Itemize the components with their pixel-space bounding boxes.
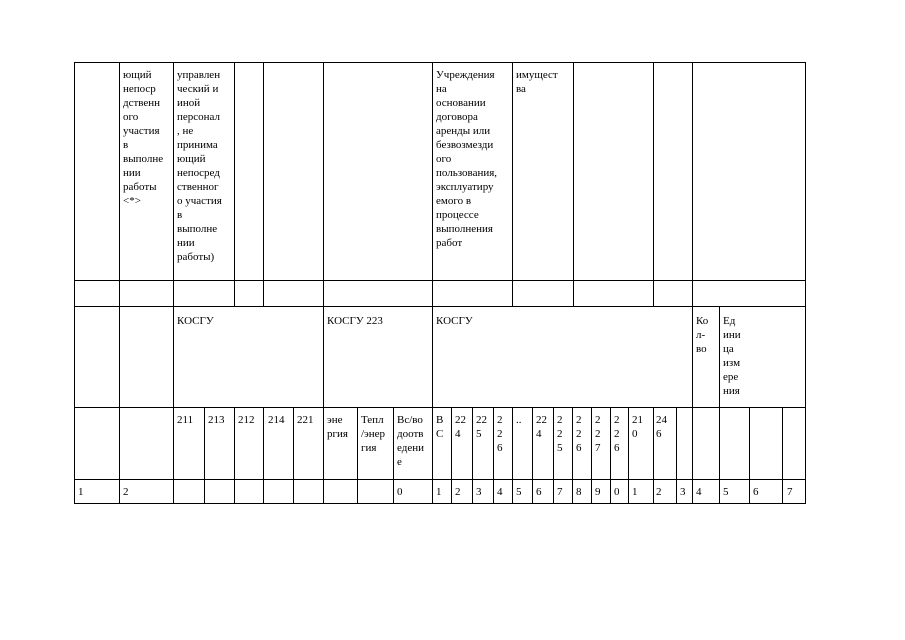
table-rule bbox=[74, 280, 806, 281]
num-6: 3 bbox=[476, 486, 482, 498]
code-224: 22 4 bbox=[455, 414, 466, 440]
code-225: 22 5 bbox=[476, 414, 487, 440]
table-rule bbox=[719, 306, 720, 408]
table-rule bbox=[451, 407, 452, 504]
table-rule bbox=[512, 62, 513, 307]
code-225-b: 2 2 5 bbox=[557, 414, 563, 454]
code-226: 2 2 6 bbox=[497, 414, 503, 454]
table-rule bbox=[573, 62, 574, 307]
code-226-c: 2 2 6 bbox=[614, 414, 620, 454]
table-rule bbox=[263, 62, 264, 307]
table-rule bbox=[173, 306, 174, 408]
num-7: 4 bbox=[497, 486, 503, 498]
header-kol-vo: Ко л- во bbox=[696, 315, 709, 355]
num-8: 5 bbox=[516, 486, 522, 498]
code-246: 24 6 bbox=[656, 414, 667, 440]
table-rule bbox=[173, 407, 174, 504]
table-rule bbox=[74, 407, 806, 408]
num-13: 0 bbox=[614, 486, 620, 498]
table-rule bbox=[472, 407, 473, 504]
table-rule bbox=[692, 407, 693, 504]
table-rule bbox=[323, 407, 324, 504]
table-rule bbox=[74, 62, 806, 63]
table-rule bbox=[74, 479, 806, 480]
table-rule bbox=[357, 407, 358, 504]
table-rule bbox=[782, 407, 783, 504]
header-kosgu-b: КОСГУ bbox=[436, 315, 473, 327]
num-2: 2 bbox=[123, 486, 129, 498]
table-rule bbox=[719, 407, 720, 504]
num-9: 6 bbox=[536, 486, 542, 498]
table-rule bbox=[432, 62, 433, 307]
table-rule bbox=[74, 306, 806, 307]
code-227: 2 2 7 bbox=[595, 414, 601, 454]
table-rule bbox=[323, 62, 324, 307]
table-rule bbox=[692, 306, 693, 408]
table-rule bbox=[553, 407, 554, 504]
num-4: 1 bbox=[436, 486, 442, 498]
table-rule bbox=[119, 62, 120, 504]
table-rule bbox=[432, 407, 433, 504]
table-rule bbox=[692, 62, 693, 307]
table-rule bbox=[653, 62, 654, 307]
table-rule bbox=[204, 407, 205, 504]
code-heat-energy: Тепл /энер гия bbox=[361, 414, 386, 454]
table-rule bbox=[653, 407, 654, 504]
table-rule bbox=[628, 407, 629, 504]
table-rule bbox=[512, 407, 513, 504]
table-rule bbox=[323, 306, 324, 408]
code-211: 211 bbox=[177, 414, 194, 426]
table-rule bbox=[591, 407, 592, 504]
code-energy: эне ргия bbox=[327, 414, 348, 440]
num-12: 9 bbox=[595, 486, 601, 498]
table-rule bbox=[749, 407, 750, 504]
code-221: 221 bbox=[297, 414, 314, 426]
num-10: 7 bbox=[557, 486, 563, 498]
table-rule bbox=[234, 407, 235, 504]
cell-row1-col5: имущест ва bbox=[516, 69, 558, 95]
header-kosgu-a: КОСГУ bbox=[177, 315, 214, 327]
code-212: 212 bbox=[238, 414, 255, 426]
num-5: 2 bbox=[455, 486, 461, 498]
table-rule bbox=[610, 407, 611, 504]
table-rule bbox=[173, 62, 174, 307]
table-rule bbox=[293, 407, 294, 504]
code-vs: В С bbox=[436, 414, 444, 440]
num-3: 0 bbox=[397, 486, 403, 498]
table-rule bbox=[74, 62, 75, 504]
table-rule bbox=[493, 407, 494, 504]
cell-row1-col4: Учреждения на основании договора аренды или безвозмезди ого пользования, эксплуатиру емого в процессе выполнения работ bbox=[436, 69, 498, 249]
table-rule bbox=[572, 407, 573, 504]
cell-row1-col3: управлен ческий и иной персонал , не принима ющий непоcред ственног о участия в выполне нии работы) bbox=[177, 69, 222, 263]
num-18: 5 bbox=[723, 486, 729, 498]
num-19: 6 bbox=[753, 486, 759, 498]
cell-row1-col2: ющий непоср дственн ого участия в выполне нии работы <*> bbox=[123, 69, 164, 207]
table-rule bbox=[676, 407, 677, 504]
code-water: Вс/во доотв едени е bbox=[397, 414, 424, 468]
header-unit: Ед ини ца изм ере ния bbox=[723, 315, 741, 397]
table-rule bbox=[393, 407, 394, 504]
num-20: 7 bbox=[787, 486, 793, 498]
table-rule bbox=[432, 306, 433, 408]
code-224-b: 22 4 bbox=[536, 414, 547, 440]
table-rule bbox=[532, 407, 533, 504]
table-rule bbox=[805, 62, 806, 504]
code-213: 213 bbox=[208, 414, 225, 426]
code-210: 21 0 bbox=[632, 414, 643, 440]
table-rule bbox=[74, 503, 806, 504]
header-kosgu-223: КОСГУ 223 bbox=[327, 315, 383, 327]
num-11: 8 bbox=[576, 486, 582, 498]
num-16: 3 bbox=[680, 486, 686, 498]
code-214: 214 bbox=[268, 414, 285, 426]
num-14: 1 bbox=[632, 486, 638, 498]
num-1: 1 bbox=[78, 486, 84, 498]
table-rule bbox=[234, 62, 235, 307]
num-15: 2 bbox=[656, 486, 662, 498]
code-226-b: 2 2 6 bbox=[576, 414, 582, 454]
table-rule bbox=[263, 407, 264, 504]
code-ellipsis: .. bbox=[516, 414, 522, 426]
num-17: 4 bbox=[696, 486, 702, 498]
